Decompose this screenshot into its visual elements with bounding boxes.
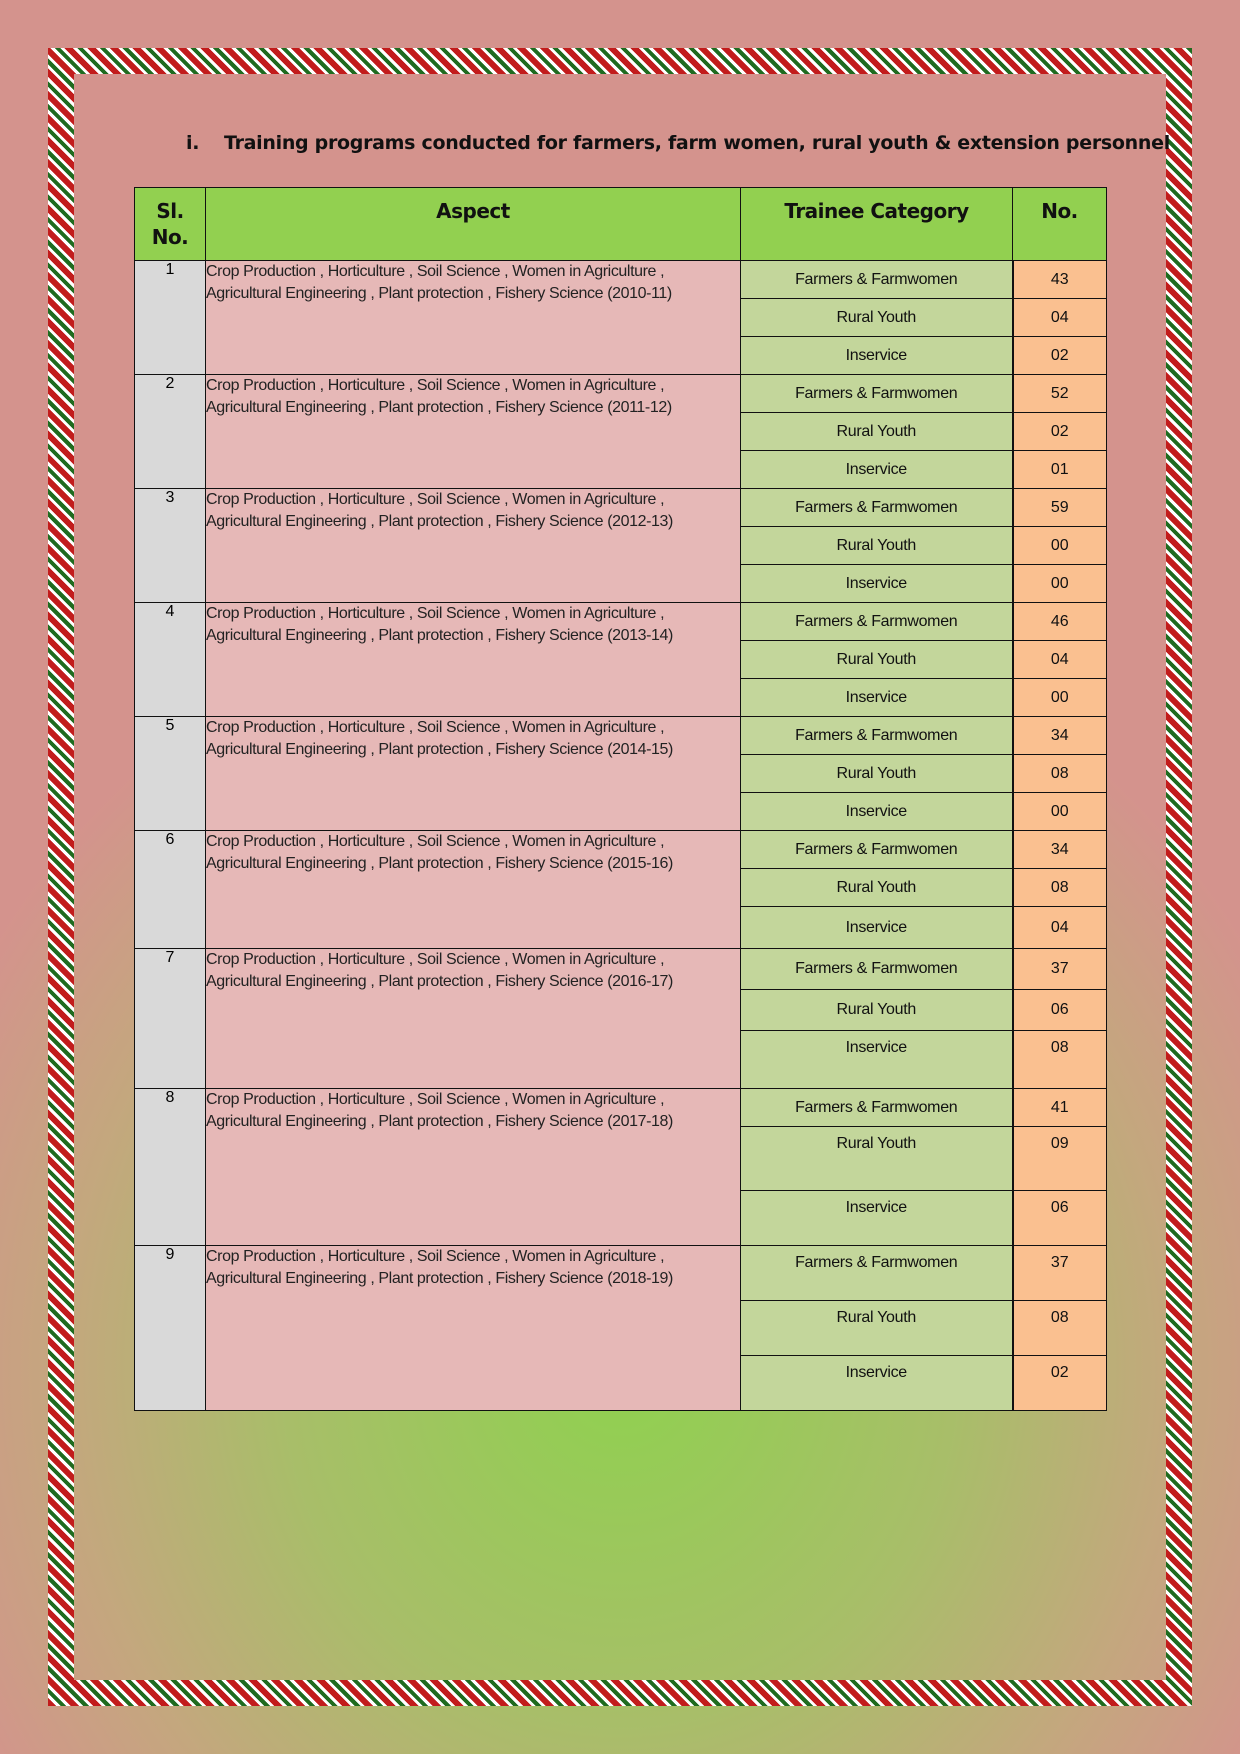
sl-no-cell: 5 (135, 717, 206, 831)
table-row (135, 1089, 1107, 1127)
sl-no-cell: 6 (135, 831, 206, 949)
table-body (135, 261, 1107, 1411)
count-cell: 00 (1013, 793, 1107, 831)
sl-no-cell: 4 (135, 603, 206, 717)
trainee-category-cell: Farmers & Farmwomen (741, 717, 1013, 755)
trainee-category-cell: Inservice (741, 451, 1013, 489)
trainee-category-cell: Farmers & Farmwomen (741, 261, 1013, 299)
count-cell: 04 (1013, 907, 1107, 949)
count-cell: 46 (1013, 603, 1107, 641)
aspect-cell: Crop Production , Horticulture , Soil Science , Women in Agriculture , Agricultural Engineering , Plant protection , Fishery Science (2014-15) (206, 717, 741, 831)
trainee-category-cell: Rural Youth (741, 869, 1013, 907)
sl-no-cell: 2 (135, 375, 206, 489)
count-cell: 52 (1013, 375, 1107, 413)
count-cell: 09 (1013, 1127, 1107, 1191)
sl-no-cell: 9 (135, 1246, 206, 1411)
table-row (135, 831, 1107, 869)
sl-no-cell: 1 (135, 261, 206, 375)
count-cell: 04 (1013, 299, 1107, 337)
count-cell: 34 (1013, 831, 1107, 869)
aspect-cell: Crop Production , Horticulture , Soil Science , Women in Agriculture , Agricultural Engineering , Plant protection , Fishery Science (2011-12) (206, 375, 741, 489)
trainee-category-cell: Rural Youth (741, 527, 1013, 565)
count-cell: 37 (1013, 1246, 1107, 1301)
count-cell: 00 (1013, 527, 1107, 565)
trainee-category-cell: Rural Youth (741, 641, 1013, 679)
aspect-cell: Crop Production , Horticulture , Soil Science , Women in Agriculture , Agricultural Engineering , Plant protection , Fishery Science (2017-18) (206, 1089, 741, 1246)
sl-no-cell: 8 (135, 1089, 206, 1246)
table-row (135, 375, 1107, 413)
trainee-category-cell: Farmers & Farmwomen (741, 1089, 1013, 1127)
trainee-category-cell: Rural Youth (741, 755, 1013, 793)
count-cell: 43 (1013, 261, 1107, 299)
header-sl-no: Sl. No. (135, 188, 206, 261)
trainee-category-cell: Inservice (741, 337, 1013, 375)
count-cell: 08 (1013, 755, 1107, 793)
trainee-category-cell: Inservice (741, 907, 1013, 949)
heading-text: Training programs conducted for farmers, farm women, rural youth & extension personnel (224, 132, 1170, 154)
section-heading (186, 132, 1170, 154)
count-cell: 02 (1013, 337, 1107, 375)
trainee-category-cell: Inservice (741, 793, 1013, 831)
table-row (135, 1246, 1107, 1301)
trainee-category-cell: Farmers & Farmwomen (741, 603, 1013, 641)
trainee-category-cell: Rural Youth (741, 413, 1013, 451)
aspect-cell: Crop Production , Horticulture , Soil Science , Women in Agriculture , Agricultural Engineering , Plant protection , Fishery Science (2015-16) (206, 831, 741, 949)
count-cell: 37 (1013, 949, 1107, 990)
aspect-cell: Crop Production , Horticulture , Soil Science , Women in Agriculture , Agricultural Engineering , Plant protection , Fishery Science (2018-19) (206, 1246, 741, 1411)
trainee-category-cell: Farmers & Farmwomen (741, 831, 1013, 869)
trainee-category-cell: Rural Youth (741, 299, 1013, 337)
count-cell: 04 (1013, 641, 1107, 679)
header-trainee-category: Trainee Category (741, 188, 1013, 261)
aspect-cell: Crop Production , Horticulture , Soil Science , Women in Agriculture , Agricultural Engineering , Plant protection , Fishery Science (2016-17) (206, 949, 741, 1089)
count-cell: 08 (1013, 1301, 1107, 1356)
trainee-category-cell: Farmers & Farmwomen (741, 489, 1013, 527)
trainee-category-cell: Inservice (741, 1356, 1013, 1411)
sl-no-cell: 7 (135, 949, 206, 1089)
heading-number: i. (186, 132, 200, 154)
table-header-row (135, 188, 1107, 261)
table-row (135, 717, 1107, 755)
trainee-category-cell: Inservice (741, 1031, 1013, 1089)
trainee-category-cell: Farmers & Farmwomen (741, 949, 1013, 990)
aspect-cell: Crop Production , Horticulture , Soil Science , Women in Agriculture , Agricultural Engineering , Plant protection , Fishery Science (2012-13) (206, 489, 741, 603)
trainee-category-cell: Rural Youth (741, 1127, 1013, 1191)
count-cell: 00 (1013, 565, 1107, 603)
table-row (135, 603, 1107, 641)
sl-no-cell: 3 (135, 489, 206, 603)
count-cell: 41 (1013, 1089, 1107, 1127)
count-cell: 00 (1013, 679, 1107, 717)
trainee-category-cell: Rural Youth (741, 990, 1013, 1031)
trainee-category-cell: Inservice (741, 1191, 1013, 1246)
trainee-category-cell: Farmers & Farmwomen (741, 1246, 1013, 1301)
aspect-cell: Crop Production , Horticulture , Soil Science , Women in Agriculture , Agricultural Engineering , Plant protection , Fishery Science (2013-14) (206, 603, 741, 717)
trainee-category-cell: Farmers & Farmwomen (741, 375, 1013, 413)
count-cell: 08 (1013, 1031, 1107, 1089)
count-cell: 08 (1013, 869, 1107, 907)
table-row (135, 949, 1107, 990)
count-cell: 59 (1013, 489, 1107, 527)
trainee-category-cell: Inservice (741, 565, 1013, 603)
training-table (134, 187, 1107, 1411)
count-cell: 06 (1013, 990, 1107, 1031)
header-aspect: Aspect (206, 188, 741, 261)
trainee-category-cell: Inservice (741, 679, 1013, 717)
count-cell: 02 (1013, 1356, 1107, 1411)
header-no: No. (1013, 188, 1107, 261)
count-cell: 06 (1013, 1191, 1107, 1246)
count-cell: 01 (1013, 451, 1107, 489)
count-cell: 02 (1013, 413, 1107, 451)
table-row (135, 489, 1107, 527)
trainee-category-cell: Rural Youth (741, 1301, 1013, 1356)
table-row (135, 261, 1107, 299)
aspect-cell: Crop Production , Horticulture , Soil Science , Women in Agriculture , Agricultural Engineering , Plant protection , Fishery Science (2010-11) (206, 261, 741, 375)
count-cell: 34 (1013, 717, 1107, 755)
